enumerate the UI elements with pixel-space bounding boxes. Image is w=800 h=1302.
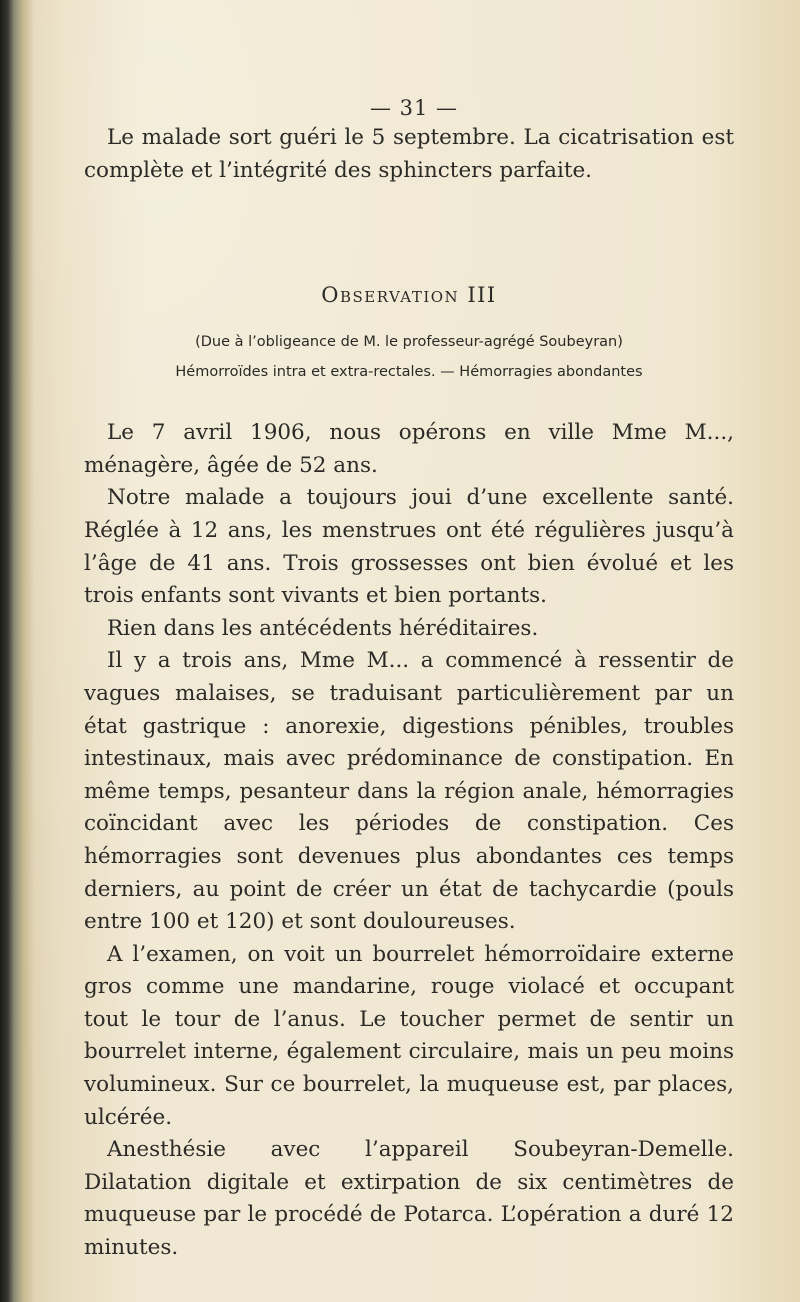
- observation-subtitles: [84, 327, 734, 387]
- page-content: [84, 96, 734, 1265]
- paragraph: A l’examen, on voit un bourrelet hémorroïdaire externe gros comme une mandarine, rouge violacé et occupant tout le tour de l’anus. Le toucher permet de sentir un bourrelet interne, également circulaire, mais un peu moins volumineux. Sur ce bourrelet, la muqueuse est, par places, ulcérée.: [84, 941, 734, 1130]
- observation-title: Observation III: [321, 283, 497, 308]
- paragraph: Il y a trois ans, Mme M... a commencé à ressentir de vagues malaises, se traduisant particulièrement par un état gastrique : anorexie, digestions pénibles, troubles intestinaux, mais avec prédominance de constipation. En même temps, pesanteur dans la région anale, hémorragies coïncidant avec les périodes de constipation. Ces hémorragies sont devenues plus abondantes ces temps derniers, au point de créer un état de tachycardie (pouls entre 100 et 120) et sont douloureuses.: [84, 648, 734, 935]
- paragraph: Le 7 avril 1906, nous opérons en ville Mme M..., ménagère, âgée de 52 ans.: [84, 420, 734, 478]
- page-number: — 31 —: [369, 96, 459, 120]
- paragraph: Rien dans les antécédents héréditaires.: [107, 615, 539, 641]
- observation-credit: (Due à l’obligeance de M. le professeur-agrégé Soubeyran): [195, 334, 623, 351]
- paragraph: Anesthésie avec l’appareil Soubeyran-Demelle. Dilatation digitale et extirpation de six centimètres de muqueuse par le procédé de Potarca. L’opération a duré 12 minutes.: [84, 1137, 734, 1261]
- book-binding-edge: [0, 0, 34, 1302]
- intro-paragraph: Le malade sort guéri le 5 septembre. La cicatrisation est complète et l’intégrité des sphincters parfaite.: [84, 125, 734, 183]
- observation-summary: Hémorroïdes intra et extra-rectales. — Hémorragies abondantes: [175, 364, 643, 381]
- paragraph: Notre malade a toujours joui d’une excellente santé. Réglée à 12 ans, les menstrues ont été régulières jusqu’à l’âge de 41 ans. Trois grossesses ont bien évolué et les trois enfants sont vivants et bien portants.: [84, 485, 734, 609]
